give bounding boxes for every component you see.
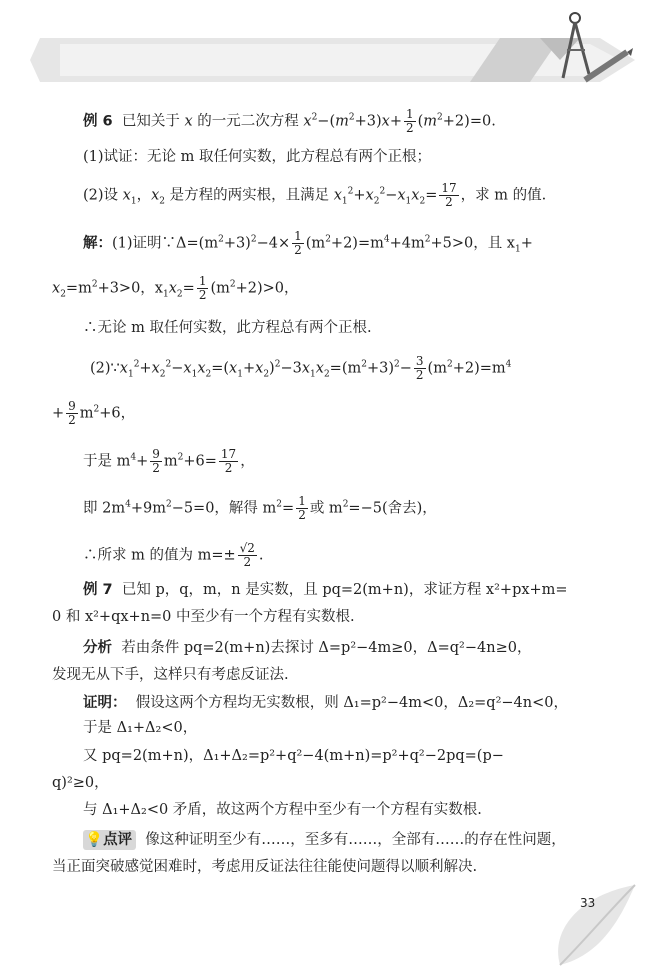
lightbulb-icon: 💡 [85, 831, 104, 848]
tip-line-1: 💡点评 像这种证明至少有……，至多有……，全部有……的存在性问题， [85, 831, 566, 848]
fraction: $\frac{3}{2}$ [415, 354, 424, 382]
fraction: $\frac{1}{2}$ [294, 229, 302, 257]
fraction: $\frac{17}{2}$ [220, 447, 237, 475]
ex6-conclusion-2: ∴所求 m 的值为 m=± $\frac{√2}{2}$ . [83, 541, 264, 569]
ex7-statement-2: 0 和 x²+qx+n=0 中至少有一个方程有实数根. [52, 609, 355, 625]
compass-icon [555, 8, 635, 88]
ex6-part2-2: + $\frac{9}{2}$ $m^2+6$， [52, 399, 136, 427]
fraction: $\frac{17}{2}$ [441, 181, 457, 209]
ex7-proof-3: 又 pq=2(m+n)，Δ₁+Δ₂=p²+q²−4(m+n)=p²+q²−2pq=(p− [83, 748, 504, 764]
ex7-analysis-2: 发现无从下手，这样只有考虑反证法. [52, 667, 289, 683]
ex7-proof-1: 证明： 假设这两个方程均无实数根，则 Δ₁=p²−4m<0，Δ₂=q²−4n<0， [83, 695, 568, 711]
ex6-solve: 即 $2m^4+9m^2-5=0$，解得 $m^2=$ $\frac{1}{2}$ 或 $m^2=-5$(舍去)， [83, 494, 437, 522]
ex6-solution-1: 解：(1)证明$\because\Delta=(m^2+3)^2-4\times$ $\frac{1}{2}$ $(m^2+2)=m^4+4m^2+5>0$，且 $x_1+$ [83, 229, 533, 257]
ex6-question-1: (1)试证：无论 m 取任何实数，此方程总有两个正根； [83, 149, 432, 165]
ex6-equation: 于是 $m^4+$ $\frac{9}{2}$ $m^2+6=$ $\frac{17}{2}$ ， [83, 447, 255, 475]
fraction: $\frac{1}{2}$ [405, 107, 414, 135]
ex7-analysis-1: 分析 若由条件 pq=2(m+n)去探讨 Δ=p²−4m≥0，Δ=q²−4n≥0， [83, 640, 532, 656]
tip-line-2: 当正面突破感觉困难时，考虑用反证法往往能使问题得以顺利解决. [52, 859, 478, 875]
leaf-decoration [540, 880, 640, 970]
ex7-statement-1: 例 7 已知 p，q，m，n 是实数，且 pq=2(m+n)，求证方程 x²+px+m= [83, 582, 568, 598]
fraction: $\frac{9}{2}$ [68, 399, 76, 427]
ex6-statement: 例 6 已知关于 x 的一元二次方程 $x^2-(m^2+3)x+$ $\frac{1}{2}$ $(m^2+2)=0$. [83, 107, 496, 135]
ex6-solution-2: $x_2=m^2+3>0$，$x_1x_2=$ $\frac{1}{2}$ $(m^2+2)>0$， [52, 274, 299, 302]
page-number: 33 [580, 896, 596, 910]
ex7-proof-5: 与 Δ₁+Δ₂<0 矛盾，故这两个方程中至少有一个方程有实数根. [83, 802, 482, 818]
ex7-proof-4: q)²≥0， [52, 775, 109, 791]
fraction: $\frac{1}{2}$ [298, 494, 306, 522]
ex6-part2-1: $(2)\because x_1^2+x_2^2-x_1x_2=(x_1+x_2)^2-3x_1x_2=(m^2+3)^2-$ $\frac{3}{2}$ $(m^2+2)=m^4$ [90, 354, 512, 382]
ex6-conclusion-1: ∴无论 m 取任何实数，此方程总有两个正根. [83, 320, 372, 336]
ex7-proof-2: 于是 Δ₁+Δ₂<0， [83, 720, 198, 736]
ex6-question-2: (2)设 $x_1$，$x_2$ 是方程的两实根，且满足 $x_1^2+x_2^2-x_1x_2=$ $\frac{17}{2}$ ，求 m 的值. [83, 181, 547, 209]
tip-badge: 💡点评 [83, 830, 136, 850]
fraction: $\frac{√2}{2}$ [239, 541, 255, 569]
fraction: $\frac{9}{2}$ [152, 447, 160, 475]
fraction: $\frac{1}{2}$ [198, 274, 207, 302]
